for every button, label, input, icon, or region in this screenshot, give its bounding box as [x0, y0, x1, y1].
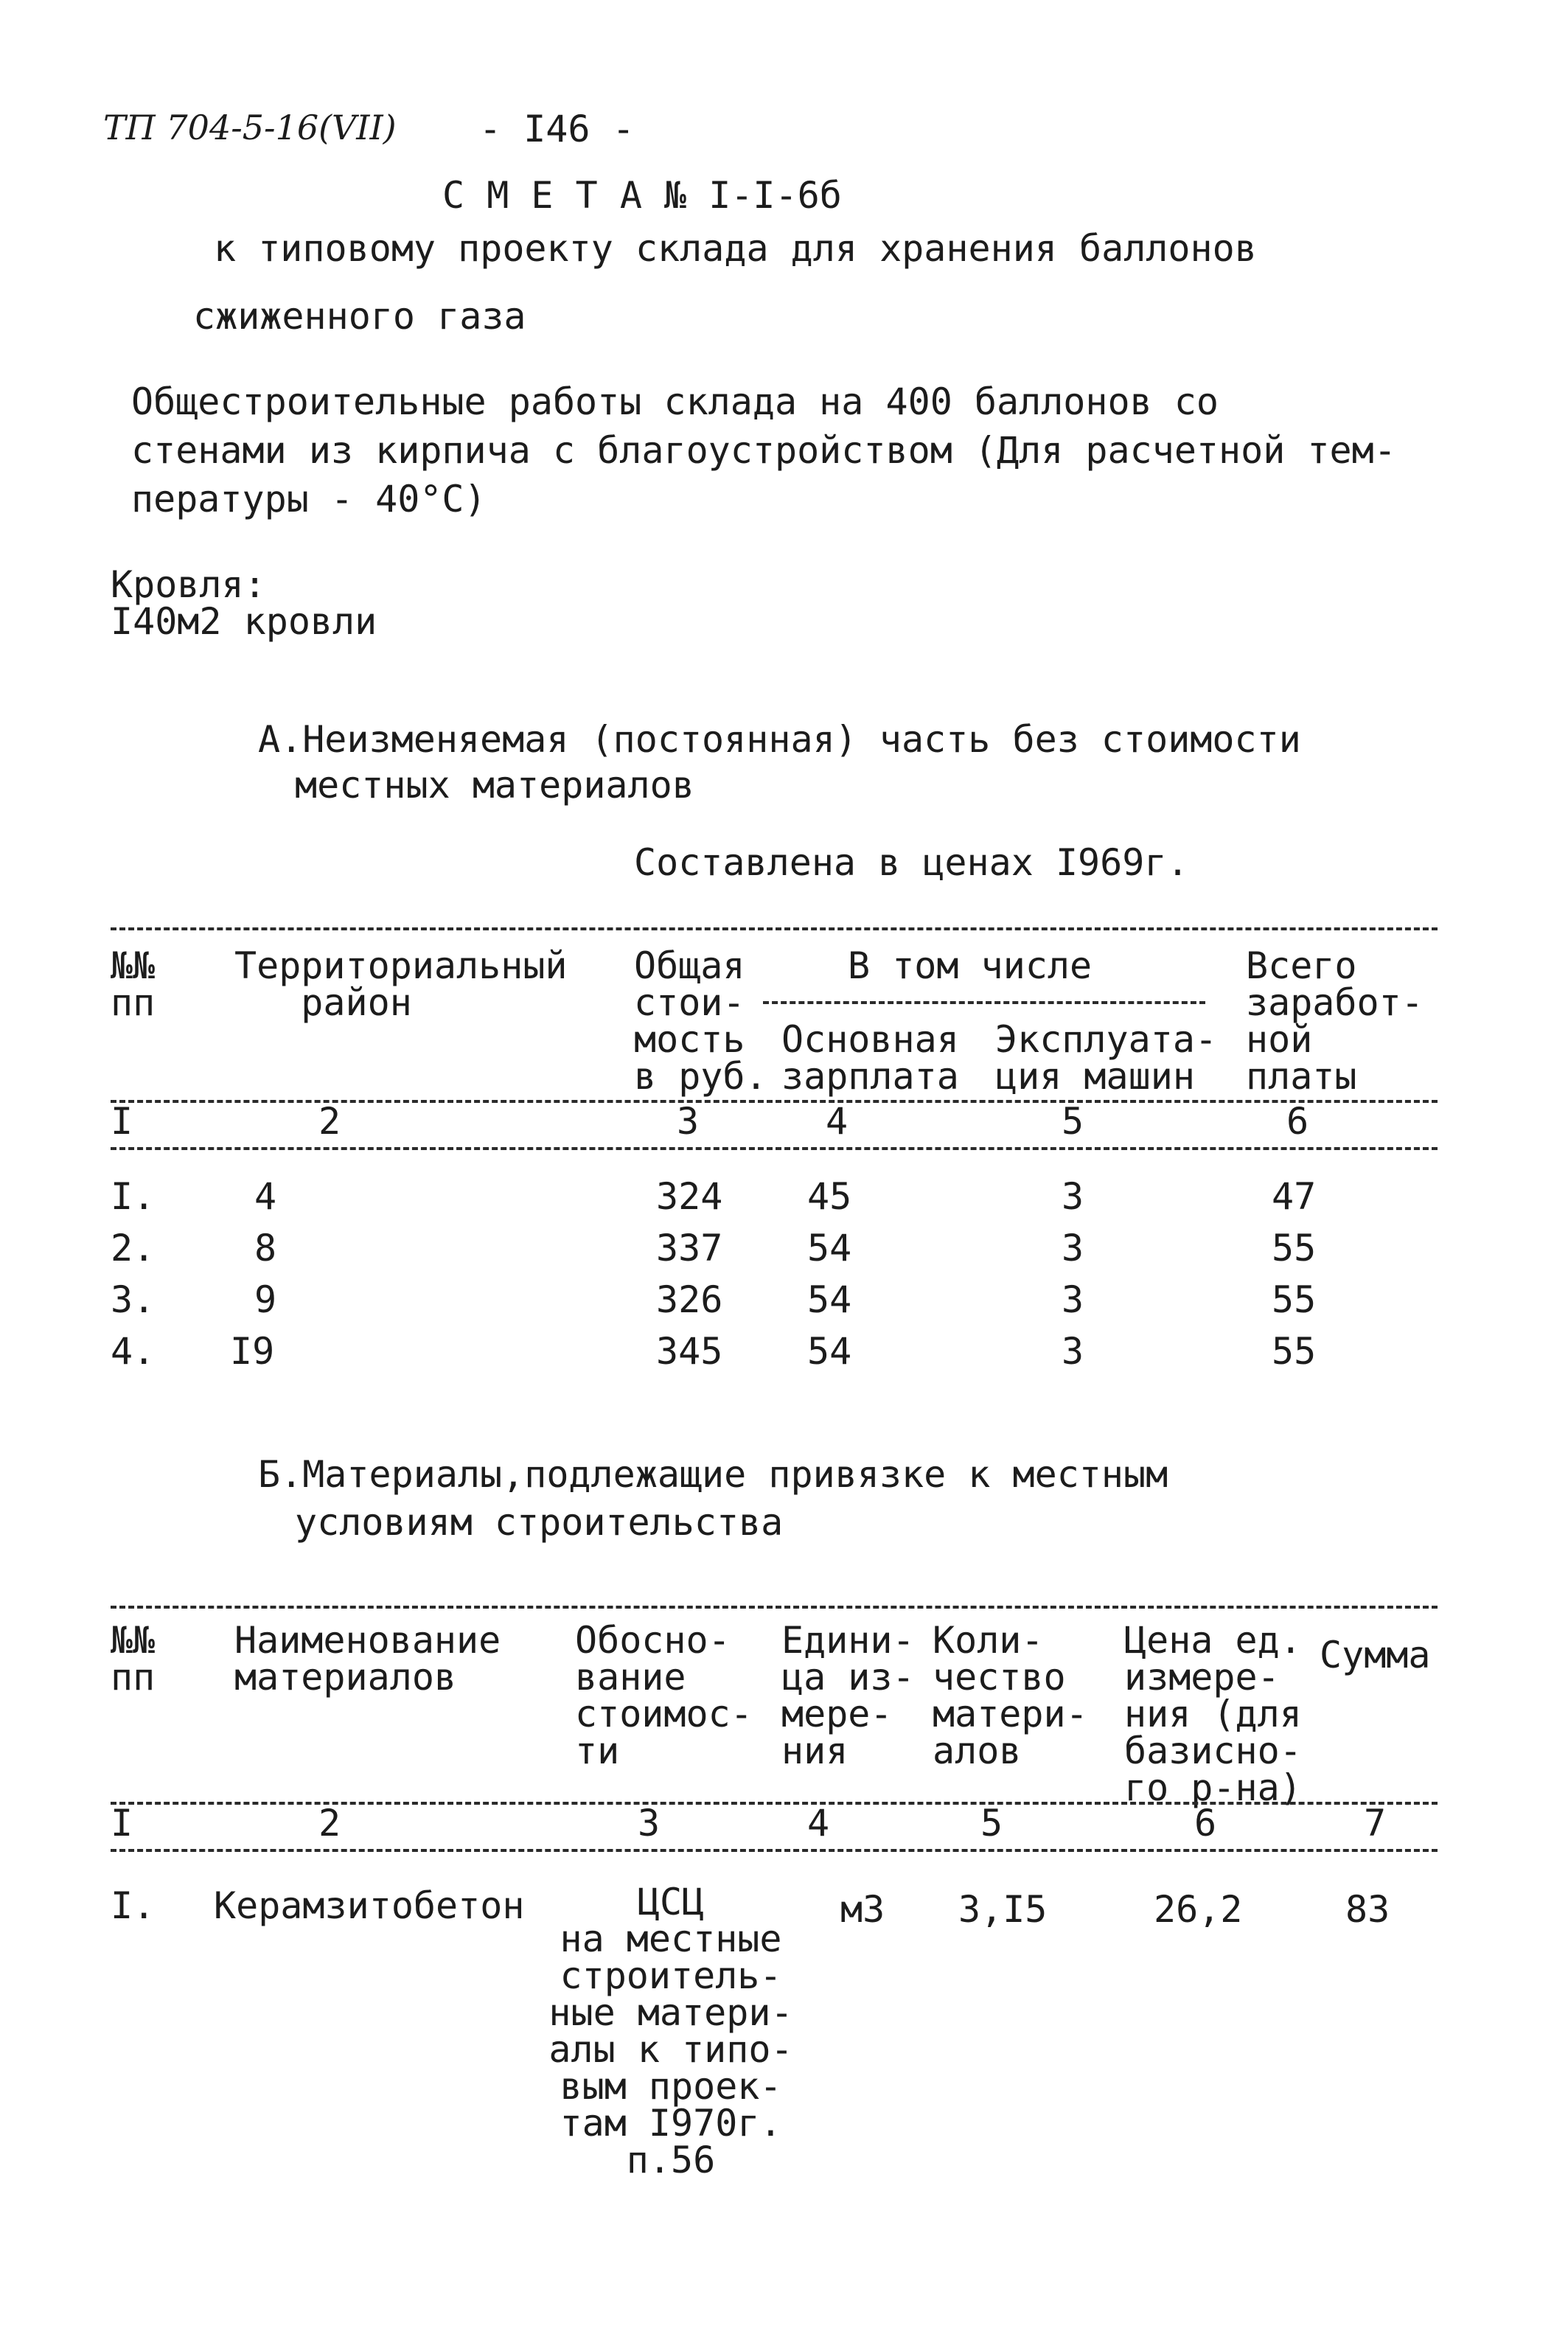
table-a-top-rule [111, 927, 1438, 930]
table-a-header-machines: Эксплуата- ция машин [995, 1018, 1218, 1098]
table-a-header-region: Территориальный район [234, 944, 568, 1024]
machines-cell: 3 [1062, 1227, 1084, 1269]
salary-cell: 45 [807, 1175, 852, 1218]
total-cell: 337 [656, 1227, 723, 1269]
total-cell: 345 [656, 1330, 723, 1373]
machines-cell: 3 [1062, 1330, 1084, 1373]
table-b-header-rule [111, 1802, 1438, 1805]
unit-cell: м3 [840, 1888, 885, 1931]
part-b-heading-line-2: условиям строительства [295, 1501, 784, 1544]
table-b-header-sum: Сумма [1320, 1634, 1431, 1676]
page-number: - I46 - [479, 108, 635, 150]
project-code: ТП 704-5-16(VII) [103, 108, 397, 147]
salary-cell: 54 [807, 1278, 852, 1321]
table-b-header-num: №№ пп [111, 1619, 156, 1699]
table-a-col-number-4: 4 [826, 1100, 849, 1143]
table-a-header-rule [111, 1100, 1438, 1103]
row-number: 3. [111, 1278, 156, 1321]
table-a-header-num: №№ пп [111, 944, 156, 1024]
table-b-col-number-5: 5 [980, 1802, 1003, 1845]
table-b-col-number-2: 2 [318, 1802, 341, 1845]
region-cell: 9 [254, 1278, 277, 1321]
table-a-col-number-1: I [111, 1100, 133, 1143]
wages-cell: 55 [1272, 1227, 1317, 1269]
table-a-header-salary: Основная зарплата [781, 1018, 959, 1098]
price-cell: 26,2 [1154, 1888, 1243, 1931]
table-a-col-number-5: 5 [1062, 1100, 1084, 1143]
sum-cell: 83 [1345, 1888, 1390, 1931]
wages-cell: 55 [1272, 1330, 1317, 1373]
table-b-col-number-4: 4 [807, 1802, 830, 1845]
part-b-heading-line-1: Б.Материалы,подлежащие привязке к местным [258, 1453, 1168, 1496]
table-b-top-rule [111, 1606, 1438, 1609]
machines-cell: 3 [1062, 1278, 1084, 1321]
row-number: I. [111, 1175, 156, 1218]
table-a-column-numbers-rule [111, 1147, 1438, 1150]
table-a-col-number-3: 3 [677, 1100, 700, 1143]
table-b-col-number-7: 7 [1364, 1802, 1387, 1845]
subtitle-line-1: к типовому проекту склада для хранения баллонов [214, 227, 1257, 270]
total-cell: 326 [656, 1278, 723, 1321]
region-cell: I9 [230, 1330, 275, 1373]
machines-cell: 3 [1062, 1175, 1084, 1218]
table-b-header-unit: Едини- ца из- мере- ния [781, 1619, 915, 1772]
region-cell: 8 [254, 1227, 277, 1269]
region-cell: 4 [254, 1175, 277, 1218]
salary-cell: 54 [807, 1330, 852, 1373]
table-b-col-number-3: 3 [638, 1802, 661, 1845]
table-b-col-number-1: I [111, 1802, 133, 1845]
row-number: 4. [111, 1330, 156, 1373]
description-line-3: пературы - 40°С) [131, 478, 487, 520]
salary-cell: 54 [807, 1227, 852, 1269]
subtitle-line-2: сжиженного газа [193, 295, 526, 338]
table-a-col-number-2: 2 [318, 1100, 341, 1143]
basis-cell: ЦСЦ на местные строитель- ные матери- алы к типо- вым проек- там I970г. п.56 [548, 1881, 793, 2181]
table-a-subheader-rule [763, 1001, 1205, 1004]
table-b-header-price: Цена ед. измере- ния (для базисно- го р-на) [1124, 1619, 1302, 1809]
table-b-column-numbers-rule [111, 1849, 1438, 1852]
table-a-header-total: Общая стои- мость в руб. [634, 944, 767, 1098]
price-note: Составлена в ценах I969г. [634, 841, 1189, 884]
table-a-header-wages: Всего заработ- ной платы [1246, 944, 1424, 1098]
part-a-heading-line-1: А.Неизменяемая (постоянная) часть без стоимости [258, 718, 1301, 761]
table-b-header-name: Наименование материалов [234, 1619, 501, 1699]
table-b-header-basis: Обосно- вание стоимос- ти [575, 1619, 753, 1772]
description-line-1: Общестроительные работы склада на 400 баллонов со [131, 380, 1219, 423]
wages-cell: 47 [1272, 1175, 1317, 1218]
table-b-col-number-6: 6 [1194, 1802, 1217, 1845]
table-a-col-number-6: 6 [1286, 1100, 1309, 1143]
wages-cell: 55 [1272, 1278, 1317, 1321]
description-line-2: стенами из кирпича с благоустройством (Для расчетной тем- [131, 429, 1396, 472]
table-a-header-including: В том числе [848, 944, 1093, 987]
section-value: I40м2 кровли [111, 600, 377, 643]
material-name-cell: Керамзитобетон [214, 1884, 525, 1927]
row-number: 2. [111, 1227, 156, 1269]
total-cell: 324 [656, 1175, 723, 1218]
quantity-cell: 3,I5 [958, 1888, 1048, 1931]
section-label: Кровля: [111, 563, 266, 606]
part-a-heading-line-2: местных материалов [295, 764, 694, 807]
table-b-header-qty: Коли- чество матери- алов [933, 1619, 1088, 1772]
row-number: I. [111, 1884, 156, 1927]
document-title: С М Е Т А № I-I-6б [442, 174, 842, 217]
